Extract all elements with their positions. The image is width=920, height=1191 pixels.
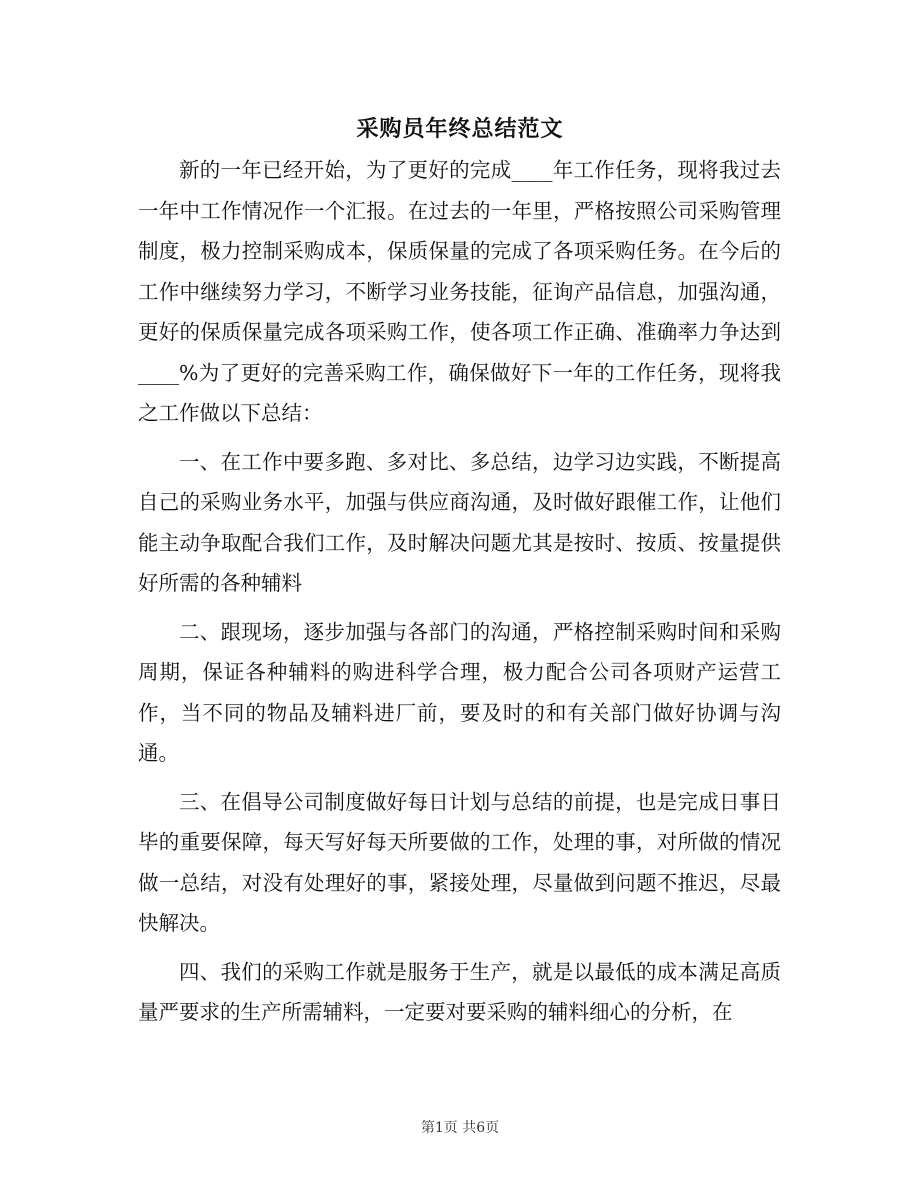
paragraph-point-2: 二、跟现场，逐步加强与各部门的沟通，严格控制采购时间和采购周期，保证各种辅料的购进科学合理，极力配合公司各项财产运营工作，当不同的物品及辅料进厂前，要及时的和有关部门做好协调与沟通。 (138, 619, 781, 765)
paragraph-point-4: 四、我们的采购工作就是服务于生产，就是以最低的成本满足高质量严要求的生产所需辅料，一定要对要采购的辅料细心的分析，在 (138, 959, 781, 1024)
document-title: 采购员年终总结范文 (356, 116, 564, 142)
document-body (138, 150, 781, 1033)
paragraph-point-1: 一、在工作中要多跑、多对比、多总结，边学习边实践，不断提高自己的采购业务水平，加强与供应商沟通，及时做好跟催工作，让他们能主动争取配合我们工作，及时解决问题尤其是按时、按质、按量提供好所需的各种辅料 (138, 449, 781, 595)
page-footer: 第1页 共6页 (420, 1120, 500, 1136)
paragraph-point-3: 三、在倡导公司制度做好每日计划与总结的前提，也是完成日事日毕的重要保障，每天写好每天所要做的工作，处理的事，对所做的情况做一总结，对没有处理好的事，紧接处理，尽量做到问题不推迟，尽最快解决。 (138, 789, 781, 935)
paragraph-intro: 新的一年已经开始，为了更好的完成____年工作任务，现将我过去一年中工作情况作一个汇报。在过去的一年里，严格按照公司采购管理制度，极力控制采购成本，保质保量的完成了各项采购任务。在今后的工作中继续努力学习，不断学习业务技能，征询产品信息，加强沟通，更好的保质保量完成各项采购工作，使各项工作正确、准确率力争达到____%为了更好的完善采购工作，确保做好下一年的工作任务，现将我之工作做以下总结： (138, 158, 781, 425)
